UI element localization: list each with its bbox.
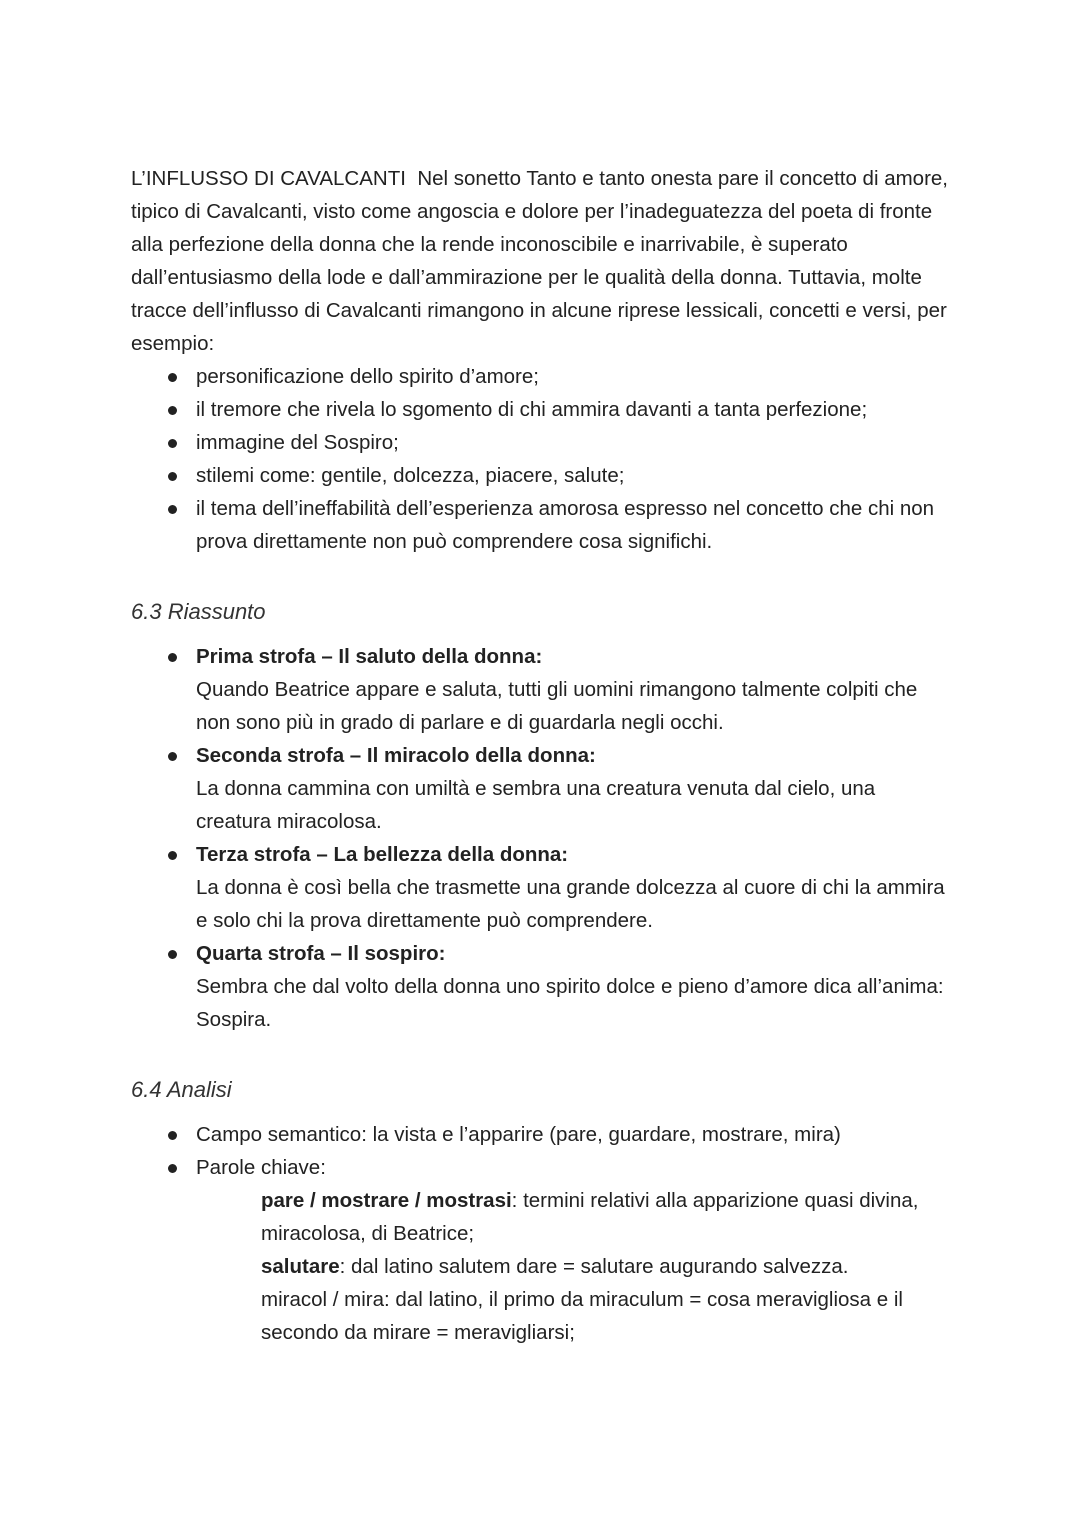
strofa-text: La donna è così bella che trasmette una grande dolcezza al cuore di chi la ammira e solo chi la prova direttamente può comprendere. — [196, 876, 945, 932]
strofa-heading: Terza strofa – La bellezza della donna: — [196, 843, 569, 866]
list-item-text: personificazione dello spirito d’amore; — [196, 365, 539, 388]
list-item — [131, 459, 951, 492]
bullet-icon — [168, 1164, 177, 1173]
bullet-icon — [168, 505, 177, 514]
bullet-icon — [168, 752, 177, 761]
intro-heading: L’INFLUSSO DI CAVALCANTI — [131, 167, 406, 190]
keyword-text: miracol / mira: dal latino, il primo da miraculum = cosa meravigliosa e il secondo da mirare = meravigliarsi; — [261, 1288, 903, 1344]
keywords-block — [131, 1184, 951, 1349]
bullet-icon — [168, 950, 177, 959]
strofa-text: Sembra che dal volto della donna uno spirito dolce e pieno d’amore dica all’anima: Sospira. — [196, 975, 944, 1031]
list-item-text: Parole chiave: — [196, 1156, 326, 1179]
keyword-term: pare / mostrare / mostrasi — [261, 1189, 512, 1212]
bullet-icon — [168, 439, 177, 448]
list-item — [131, 1151, 951, 1184]
list-item-text: stilemi come: gentile, dolcezza, piacere, salute; — [196, 464, 625, 487]
list-item — [131, 838, 951, 937]
list-item-text: il tema dell’ineffabilità dell’esperienza amorosa espresso nel concetto che chi non prova direttamente non può comprendere cosa significhi. — [196, 497, 935, 553]
list-item — [131, 360, 951, 393]
analisi-list — [131, 1118, 951, 1184]
bullet-icon — [168, 406, 177, 415]
bullet-icon — [168, 472, 177, 481]
list-item-text: immagine del Sospiro; — [196, 431, 399, 454]
document-page — [131, 162, 951, 1349]
intro-paragraph — [131, 162, 951, 360]
bullet-icon — [168, 373, 177, 382]
riassunto-list — [131, 640, 951, 1036]
list-item — [131, 739, 951, 838]
list-item — [131, 1118, 951, 1151]
strofa-text: Quando Beatrice appare e saluta, tutti gli uomini rimangono talmente colpiti che non sono più in grado di parlare e di guardarla negli occhi. — [196, 678, 918, 734]
bullet-icon — [168, 851, 177, 860]
keyword-text: : termini relativi alla apparizione quasi divina, miracolosa, di Beatrice; — [261, 1189, 919, 1245]
strofa-heading: Prima strofa – Il saluto della donna: — [196, 645, 543, 668]
keyword-term: salutare — [261, 1255, 340, 1278]
keyword-entry — [261, 1250, 951, 1283]
keyword-text: : dal latino salutem dare = salutare augurando salvezza. — [339, 1255, 849, 1278]
keyword-entry — [261, 1184, 951, 1250]
intro-bullet-list — [131, 360, 951, 558]
section-title-riassunto: 6.3 Riassunto — [131, 599, 266, 624]
section-title-analisi: 6.4 Analisi — [131, 1077, 232, 1102]
keyword-entry — [261, 1283, 951, 1349]
strofa-heading: Seconda strofa – Il miracolo della donna: — [196, 744, 596, 767]
list-item — [131, 937, 951, 1036]
list-item — [131, 492, 951, 558]
strofa-heading: Quarta strofa – Il sospiro: — [196, 942, 446, 965]
intro-text: Nel sonetto Tanto e tanto onesta pare il concetto di amore, tipico di Cavalcanti, visto come angoscia e dolore per l’inadeguatezza del poeta di fronte alla perfezione della donna che la rende inconoscibile e inarrivabile, è superato dall’entusiasmo della lode e dall’ammirazione per le qualità della donna. Tuttavia, molte tracce dell’influsso di Cavalcanti rimangono in alcune riprese lessicali, concetti e versi, per esempio: — [131, 167, 949, 355]
strofa-text: La donna cammina con umiltà e sembra una creatura venuta dal cielo, una creatura miracolosa. — [196, 777, 876, 833]
list-item — [131, 426, 951, 459]
bullet-icon — [168, 1131, 177, 1140]
list-item — [131, 393, 951, 426]
list-item-text: Campo semantico: la vista e l’apparire (pare, guardare, mostrare, mira) — [196, 1123, 841, 1146]
list-item-text: il tremore che rivela lo sgomento di chi ammira davanti a tanta perfezione; — [196, 398, 868, 421]
list-item — [131, 640, 951, 739]
bullet-icon — [168, 653, 177, 662]
